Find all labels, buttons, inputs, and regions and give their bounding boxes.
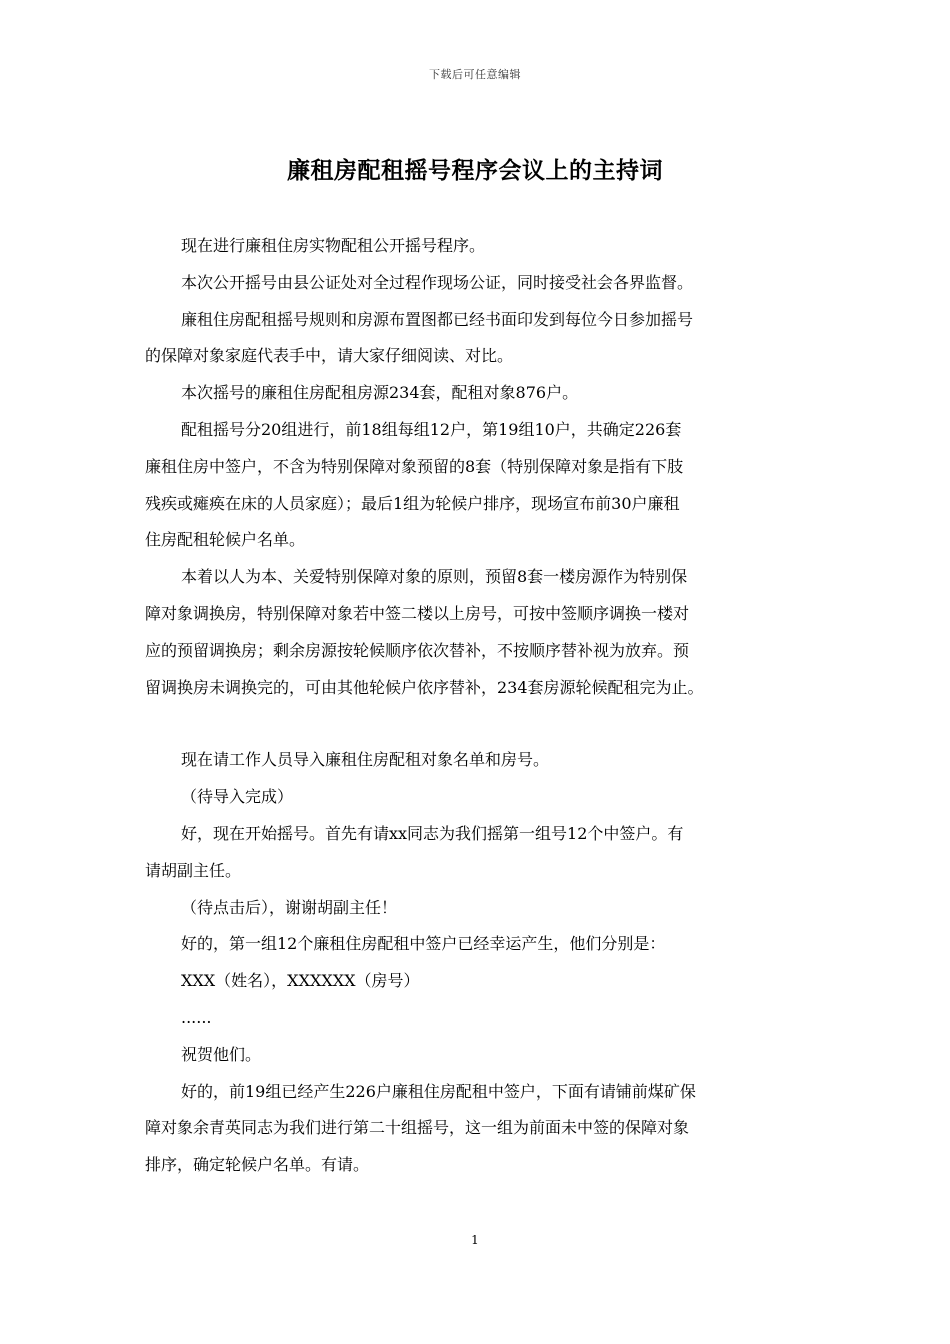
paragraph-line: 排序，确定轮候户名单。有请。: [145, 1155, 370, 1175]
paragraph-line: 配租摇号分20组进行，前18组每组12户，第19组10户，共确定226套: [181, 419, 682, 439]
paragraph-line: 住房配租轮候户名单。: [145, 530, 306, 550]
document-body: [145, 228, 821, 1184]
paragraph-line: 请胡副主任。: [145, 860, 242, 880]
paragraph-line: 好的，前19组已经产生226户廉租住房配租中签户，下面有请铺前煤矿保: [181, 1081, 696, 1101]
paragraph-line: 应的预留调换房；剩余房源按轮候顺序依次替补，不按顺序替补视为放弃。预: [145, 640, 690, 660]
paragraph-line: 本次摇号的廉租住房配租房源234套，配租对象876户。: [181, 383, 579, 403]
paragraph-line: 廉租住房配租摇号规则和房源布置图都已经书面印发到每位今日参加摇号: [181, 309, 694, 329]
paragraph-line: 好，现在开始摇号。首先有请xx同志为我们摇第一组号12个中签户。有: [181, 823, 684, 843]
paragraph-line: 祝贺他们。: [181, 1044, 262, 1064]
page-number: 1: [471, 1233, 479, 1247]
paragraph-line: ......: [181, 1007, 212, 1027]
paragraph-line: XXX（姓名），XXXXXX（房号）: [181, 971, 420, 991]
paragraph-line: 本次公开摇号由县公证处对全过程作现场公证，同时接受社会各界监督。: [181, 272, 694, 292]
paragraph-line: （待导入完成）: [181, 787, 294, 807]
paragraph-line: 好的，第一组12个廉租住房配租中签户已经幸运产生，他们分别是：: [181, 934, 666, 954]
paragraph-line: 留调换房未调换完的，可由其他轮候户依序替补，234套房源轮候配租完为止。: [145, 677, 704, 697]
paragraph-line: 现在请工作人员导入廉租住房配租对象名单和房号。: [181, 750, 550, 770]
paragraph-line: 残疾或瘫痪在床的人员家庭）；最后1组为轮候户排序，现场宣布前30户廉租: [145, 493, 680, 513]
paragraph-line: 本着以人为本、关爱特别保障对象的原则，预留8套一楼房源作为特别保: [181, 567, 688, 587]
paragraph-line: 廉租住房中签户，不含为特别保障对象预留的8套（特别保障对象是指有下肢: [145, 456, 684, 476]
header-note: 下载后可任意编辑: [429, 68, 521, 81]
paragraph-line: 现在进行廉租住房实物配租公开摇号程序。: [181, 236, 486, 255]
paragraph-line: 障对象余青英同志为我们进行第二十组摇号，这一组为前面未中签的保障对象: [145, 1118, 690, 1138]
paragraph-line: 的保障对象家庭代表手中，请大家仔细阅读、对比。: [145, 346, 514, 366]
paragraph-line: 障对象调换房，特别保障对象若中签二楼以上房号，可按中签顺序调换一楼对: [145, 603, 690, 623]
document-title: 廉租房配租摇号程序会议上的主持词: [287, 157, 663, 184]
paragraph-line: （待点击后），谢谢胡副主任！: [181, 897, 398, 917]
